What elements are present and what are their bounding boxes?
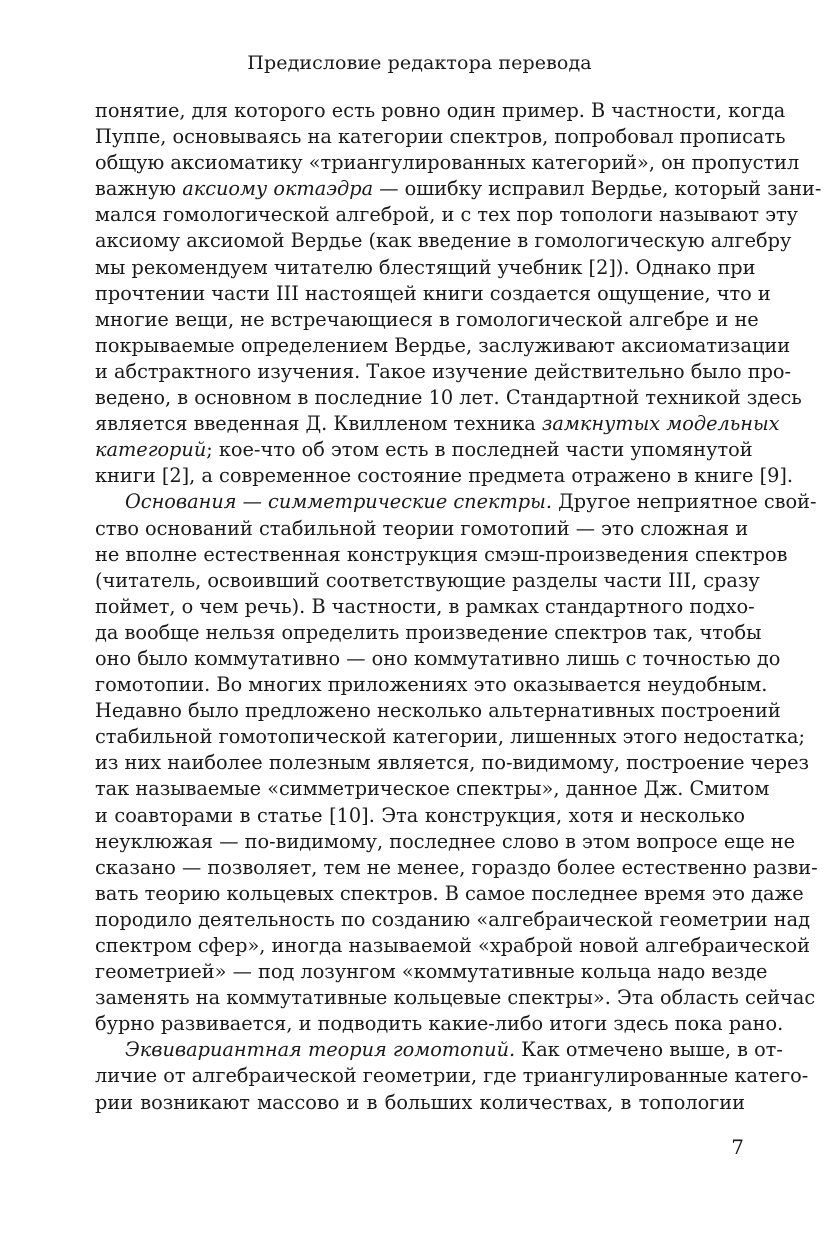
text-run: — ошибку исправил Вердье, который зани- [373,177,822,201]
text-run: сказано — позволяет, тем не менее, гораздо более естественно разви- [95,855,818,879]
text-run: геометрией» — под лозунгом «коммутативные кольца надо везде [95,960,768,984]
text-run: оно было коммутативно — оно коммутативно лишь с точностью до [95,646,781,670]
text-run: спектром сфер», иногда называемой «храброй новой алгебраической [95,934,810,957]
text-line [95,359,792,385]
text-run: не вполне естественная конструкция смэш-произведения спектров [95,542,788,566]
text-run: многие вещи, не встречающиеся в гомологической алгебре и не [95,307,759,331]
text-run: и соавторами в статье [10]. Эта конструкция, хотя и несколько [95,803,745,827]
text-line [95,594,755,620]
text-line [95,855,818,881]
text-line [95,881,804,907]
text-line [95,698,781,724]
text-line [95,255,756,281]
text-line [95,463,794,489]
text-line [95,281,771,307]
text-run: ; кое-что об этом есть в последней части упомянутой [206,438,753,462]
text-run: заменять на коммутативные кольцевые спектры». Эта область сейчас [95,986,816,1010]
text-line [95,307,759,333]
italic-text: замкнутых модельных [541,412,780,436]
text-run: Недавно было предложено несколько альтернативных построений [95,699,781,723]
text-run: понятие, для которого есть ровно один пример. В частности, когда [95,99,786,122]
text-line [95,620,762,646]
text-run: породило деятельность по созданию «алгебраической геометрии над [95,907,810,931]
text-line [95,750,810,776]
text-run: и абстрактного изучения. Такое изучение действительно было про- [95,359,792,383]
text-line [95,829,795,855]
text-line [95,959,768,985]
text-line [95,411,780,437]
text-line [95,150,800,176]
text-line [95,228,792,254]
text-line [95,985,816,1011]
text-line [95,542,788,568]
italic-text: аксиому октаэдра [182,177,374,201]
text-run: является введенная Д. Квилленом техника [95,412,542,436]
text-run: книги [2], а современное состояние предмета отражено в книге [9]. [95,464,794,488]
text-run: да вообще нельзя определить произведение спектров так, чтобы [95,620,762,644]
text-run: аксиому аксиомой Вердье (как введение в гомологическую алгебру [95,229,792,253]
text-run: мался гомологической алгеброй, и с тех пор топологи называют эту [95,203,799,227]
body-text [95,98,822,1116]
text-run: из них наиболее полезным является, по-видимому, построение через [95,751,810,775]
text-run: рии возникают массово и в больших количествах, в топологии [95,1090,745,1114]
text-line [95,568,760,594]
text-line [95,672,768,698]
text-run: ведено, в основном в последние 10 лет. Стандартной техникой здесь [95,386,802,410]
text-run: мы рекомендуем читателю блестящий учебник [2]). Однако при [95,255,756,279]
running-head: Предисловие редактора перевода [247,52,592,74]
text-run: неуклюжая — по-видимому, последнее слово в этом вопросе еще не [95,829,795,853]
text-line [95,776,770,802]
text-run: так называемые «симметрическое спектры», данное Дж. Смитом [95,777,770,801]
text-line [95,1011,784,1037]
text-run: Другое неприятное свой- [551,490,817,514]
text-line [95,1090,745,1116]
text-line [95,646,781,672]
text-run: бурно развивается, и подводить какие-либо итоги здесь пока рано. [95,1012,784,1036]
italic-text: Основания — симметрические спектры. [125,490,552,514]
text-line [95,1063,809,1089]
text-line [95,333,791,359]
text-run: стабильной гомотопической категории, лишенных этого недостатка; [95,725,805,749]
text-line [95,933,810,959]
text-run: (читатель, освоивший соответствующие разделы части III, сразу [95,568,760,592]
text-line [95,385,802,411]
text-run: поймет, о чем речь). В частности, в рамках стандартного подхо- [95,594,755,618]
text-run: ство оснований стабильной теории гомотопий — это сложная и [95,516,749,540]
italic-text: Эквивариантная теория гомотопий. [125,1038,516,1062]
text-line [95,1037,783,1063]
text-line [95,202,799,228]
text-run: гомотопии. Во многих приложениях это оказывается неудобным. [95,673,768,697]
text-line [95,803,745,829]
text-line [95,176,822,202]
text-line [95,124,786,150]
text-run: важную [95,177,183,201]
text-line [95,98,786,124]
text-line [95,489,817,515]
text-run: Как отмечено выше, в от- [515,1038,783,1062]
text-run: прочтении части III настоящей книги создается ощущение, что и [95,281,771,305]
page-number: 7 [731,1135,744,1159]
text-run: общую аксиоматику «триангулированных категорий», он пропустил [95,151,800,175]
text-run: Пуппе, основываясь на категории спектров, попробовал прописать [95,125,786,149]
text-line [95,724,805,750]
text-run: личие от алгебраической геометрии, где триангулированные катего- [95,1064,809,1088]
text-run: вать теорию кольцевых спектров. В самое последнее время это даже [95,881,804,905]
italic-text: категорий [95,438,207,462]
text-line [95,907,810,933]
text-line [95,516,749,542]
text-run: покрываемые определением Вердье, заслуживают аксиоматизации [95,333,791,357]
text-line [95,437,753,463]
